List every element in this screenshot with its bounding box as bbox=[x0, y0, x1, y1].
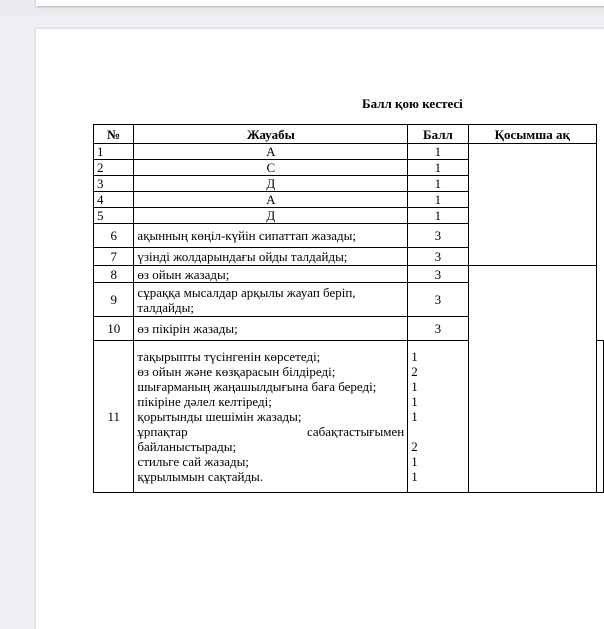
row-number: 11 bbox=[94, 341, 134, 493]
criteria-score: 1 bbox=[411, 379, 418, 394]
row-answer: С bbox=[134, 160, 408, 176]
criteria-item: пікіріне дәлел келтіреді; bbox=[137, 394, 272, 409]
extra-cell-last bbox=[597, 341, 604, 493]
row-number: 4 bbox=[94, 192, 134, 208]
row-number: 10 bbox=[94, 317, 134, 341]
criteria-score bbox=[411, 424, 464, 439]
row-score: 1 bbox=[408, 192, 468, 208]
row-number: 2 bbox=[94, 160, 134, 176]
header-answer: Жауабы bbox=[134, 125, 408, 144]
row-score: 3 bbox=[408, 283, 468, 317]
row-number: 6 bbox=[94, 224, 134, 248]
row-number: 8 bbox=[94, 266, 134, 283]
row-number: 9 bbox=[94, 283, 134, 317]
row-answer-line: талдайды; bbox=[137, 299, 194, 315]
header-score: Балл bbox=[408, 125, 468, 144]
row-score: 3 bbox=[408, 248, 468, 266]
previous-page-edge bbox=[36, 0, 604, 6]
criteria-item bbox=[137, 424, 404, 439]
row-answer: ақынның көңіл-күйін сипаттап жазады; bbox=[134, 224, 408, 248]
table-row bbox=[94, 266, 604, 283]
criteria-score: 1 bbox=[411, 349, 418, 364]
row-score: 1 bbox=[408, 144, 468, 160]
criteria-list bbox=[134, 341, 408, 493]
criteria-item-part: ұрпақтар bbox=[137, 424, 188, 439]
criteria-score: 2 bbox=[411, 364, 418, 379]
criteria-item: қорытынды шешімін жазады; bbox=[137, 409, 302, 424]
header-number: № bbox=[94, 125, 134, 144]
criteria-item: байланыстырады; bbox=[137, 439, 237, 454]
criteria-item: құрылымын сақтайды. bbox=[137, 469, 264, 484]
row-score: 1 bbox=[408, 208, 468, 224]
criteria-score: 2 bbox=[411, 439, 418, 454]
row-answer: өз ойын жазады; bbox=[134, 266, 408, 283]
row-answer: А bbox=[134, 144, 408, 160]
criteria-score: 1 bbox=[411, 454, 418, 469]
row-number: 7 bbox=[94, 248, 134, 266]
row-answer: Д bbox=[134, 208, 408, 224]
row-number: 1 bbox=[94, 144, 134, 160]
page-title: Балл қою кестесі bbox=[362, 96, 463, 111]
extra-cell-top bbox=[468, 144, 596, 266]
row-answer: А bbox=[134, 192, 408, 208]
row-number: 5 bbox=[94, 208, 134, 224]
row-answer: өз пікірін жазады; bbox=[134, 317, 408, 341]
row-answer bbox=[134, 283, 408, 317]
extra-cell-bottom bbox=[468, 266, 596, 493]
criteria-score: 1 bbox=[411, 469, 418, 484]
table-row bbox=[94, 144, 604, 160]
row-score: 1 bbox=[408, 160, 468, 176]
row-score: 3 bbox=[408, 317, 468, 341]
criteria-item: тақырыпты түсінгенін көрсетеді; bbox=[137, 349, 321, 364]
row-answer-line: сұраққа мысалдар арқылы жауап беріп, bbox=[137, 284, 356, 300]
criteria-item: стильге сай жазады; bbox=[137, 454, 249, 469]
criteria-item-part: сабақтастығымен bbox=[306, 424, 405, 439]
criteria-item: өз ойын және көзқарасын білдіреді; bbox=[137, 364, 336, 379]
criteria-scores bbox=[408, 341, 468, 493]
row-number: 3 bbox=[94, 176, 134, 192]
row-score: 3 bbox=[408, 266, 468, 283]
criteria-score: 1 bbox=[411, 394, 418, 409]
row-score: 3 bbox=[408, 224, 468, 248]
table-header-row bbox=[94, 125, 604, 144]
criteria-score: 1 bbox=[411, 409, 418, 424]
row-answer: Д bbox=[134, 176, 408, 192]
row-answer: үзінді жолдарындағы ойды талдайды; bbox=[134, 248, 408, 266]
criteria-item: шығарманың жаңашылдығына баға береді; bbox=[137, 379, 377, 394]
score-table bbox=[93, 124, 604, 493]
row-score: 1 bbox=[408, 176, 468, 192]
header-extra: Қосымша ақ bbox=[468, 125, 596, 144]
